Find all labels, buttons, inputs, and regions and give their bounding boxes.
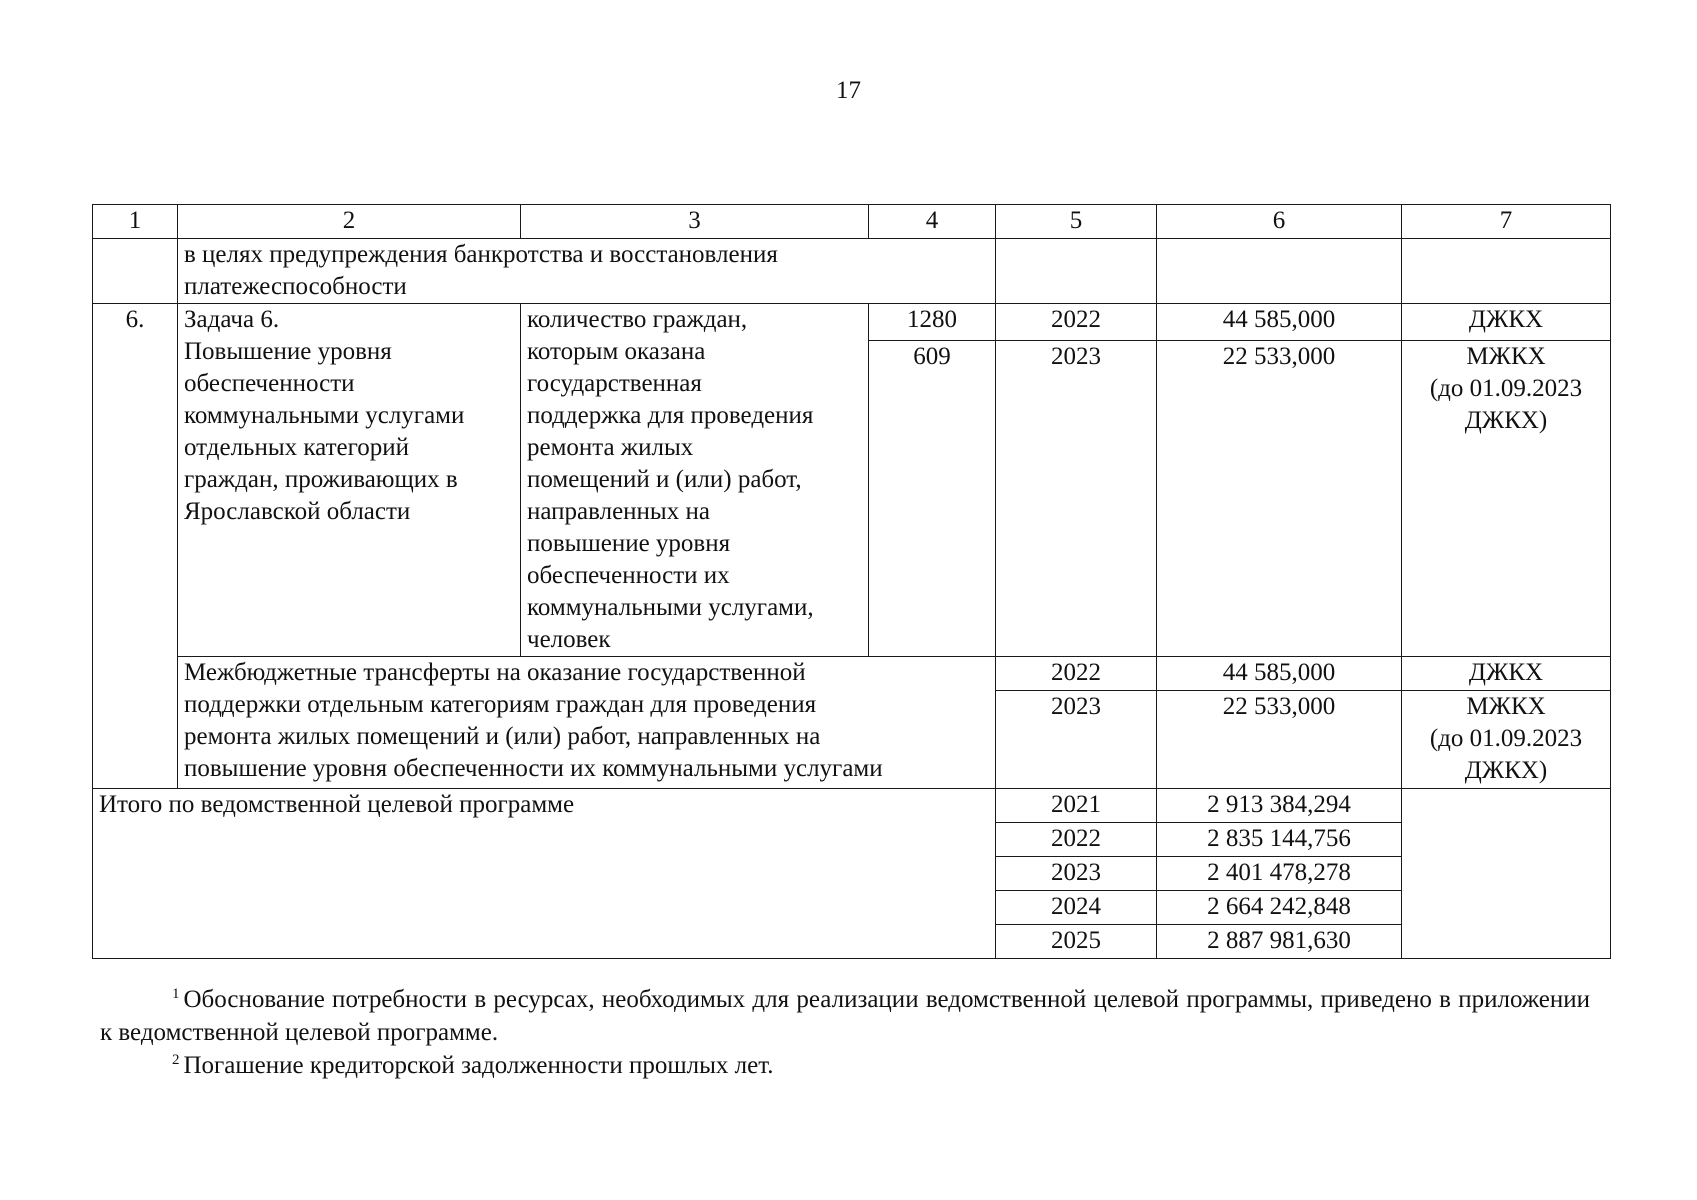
year-cell: 2023 — [996, 341, 1157, 657]
table-header-row — [93, 205, 1611, 239]
text-line: человек — [527, 626, 611, 653]
empty-cell — [1402, 239, 1611, 304]
text-line: ДЖКХ) — [1464, 757, 1548, 784]
continuation-row — [93, 239, 1611, 304]
footnote — [100, 983, 1590, 1049]
footnote-text: Погашение кредиторской задолженности прошлых лет. — [183, 1052, 774, 1079]
amount-cell: 2 401 478,278 — [1157, 857, 1402, 891]
amount-cell: 22 533,000 — [1157, 691, 1402, 789]
year-cell: 2022 — [996, 823, 1157, 857]
text-line: ремонта жилых помещений и (или) работ, направленных на — [184, 723, 821, 750]
footnotes — [100, 983, 1590, 1082]
amount-cell: 2 664 242,848 — [1157, 891, 1402, 925]
executor-cell: ДЖКХ — [1402, 657, 1611, 691]
text-line: (до 01.09.2023 — [1429, 725, 1583, 752]
text-line: в целях предупреждения банкротства и восстановления — [184, 241, 778, 268]
page-number: 17 — [836, 77, 861, 104]
text-line: обеспеченности их — [527, 562, 730, 589]
transfer-text — [178, 657, 996, 789]
footnote — [100, 1049, 1590, 1082]
amount-cell: 44 585,000 — [1157, 657, 1402, 691]
text-line: помещений и (или) работ, — [527, 466, 802, 493]
total-row — [93, 789, 1611, 823]
text-line: коммунальными услугами — [184, 402, 465, 429]
header-cell: 7 — [1402, 205, 1611, 239]
header-cell: 2 — [178, 205, 521, 239]
text-line: граждан, проживающих в — [184, 466, 458, 493]
transfer-row — [93, 657, 1611, 691]
text-line: государственная — [527, 370, 702, 397]
text-line: Ярославской области — [184, 498, 411, 525]
text-line: направленных на — [527, 498, 710, 525]
executor-cell — [1402, 691, 1611, 789]
header-cell: 4 — [869, 205, 996, 239]
text-line: (до 01.09.2023 — [1429, 375, 1583, 403]
empty-cell — [93, 239, 178, 304]
empty-cell — [1157, 239, 1402, 304]
empty-cell — [1402, 789, 1611, 959]
text-line: ДЖКХ) — [1464, 407, 1548, 435]
year-cell: 2023 — [996, 857, 1157, 891]
footnote-mark: 1 — [172, 986, 180, 1002]
executor-cell: ДЖКХ — [1402, 304, 1611, 341]
footnote-text: Обоснование потребности в ресурсах, необходимых для реализации ведомственной целевой программы, приведено в приложении к ведомственной целевой программе. — [100, 986, 1590, 1046]
text-line: МЖКХ — [1466, 343, 1546, 371]
indicator-cell — [521, 304, 869, 657]
text-line: повышение уровня обеспеченности их коммунальными услугами — [184, 755, 883, 782]
year-cell: 2022 — [996, 657, 1157, 691]
indicator-value: 609 — [869, 341, 996, 657]
text-line: отдельных категорий — [184, 434, 410, 461]
executor-cell — [1402, 341, 1611, 657]
text-line: ремонта жилых — [527, 434, 694, 461]
header-cell: 1 — [93, 205, 178, 239]
text-line: поддержка для проведения — [527, 402, 814, 429]
amount-cell: 2 887 981,630 — [1157, 925, 1402, 959]
text-line: которым оказана — [527, 338, 706, 365]
task-cell — [178, 304, 521, 657]
header-cell: 3 — [521, 205, 869, 239]
amount-cell: 2 835 144,756 — [1157, 823, 1402, 857]
indicator-value: 1280 — [869, 304, 996, 341]
year-cell: 2021 — [996, 789, 1157, 823]
text-line: коммунальными услугами, — [527, 594, 814, 621]
text-line: обеспеченности — [184, 370, 355, 397]
total-label: Итого по ведомственной целевой программе — [93, 789, 996, 959]
text-line: поддержки отдельным категориям граждан для проведения — [184, 691, 817, 718]
text-line: количество граждан, — [527, 306, 748, 333]
text-line: платежеспособности — [184, 273, 407, 300]
year-cell: 2025 — [996, 925, 1157, 959]
amount-cell: 2 913 384,294 — [1157, 789, 1402, 823]
continuation-text — [178, 239, 996, 304]
year-cell: 2022 — [996, 304, 1157, 341]
header-cell: 5 — [996, 205, 1157, 239]
empty-cell — [996, 239, 1157, 304]
amount-cell: 22 533,000 — [1157, 341, 1402, 657]
task-row — [93, 304, 1611, 341]
text-line: Повышение уровня — [184, 338, 392, 365]
text-line: Задача 6. — [184, 306, 280, 333]
footnote-mark: 2 — [172, 1052, 180, 1068]
year-cell: 2023 — [996, 691, 1157, 789]
header-cell: 6 — [1157, 205, 1402, 239]
text-line: Межбюджетные трансферты на оказание государственной — [184, 659, 806, 686]
amount-cell: 44 585,000 — [1157, 304, 1402, 341]
text-line: МЖКХ — [1466, 693, 1546, 720]
text-line: повышение уровня — [527, 530, 731, 557]
year-cell: 2024 — [996, 891, 1157, 925]
program-table — [92, 204, 1611, 959]
row-number: 6. — [93, 304, 178, 789]
